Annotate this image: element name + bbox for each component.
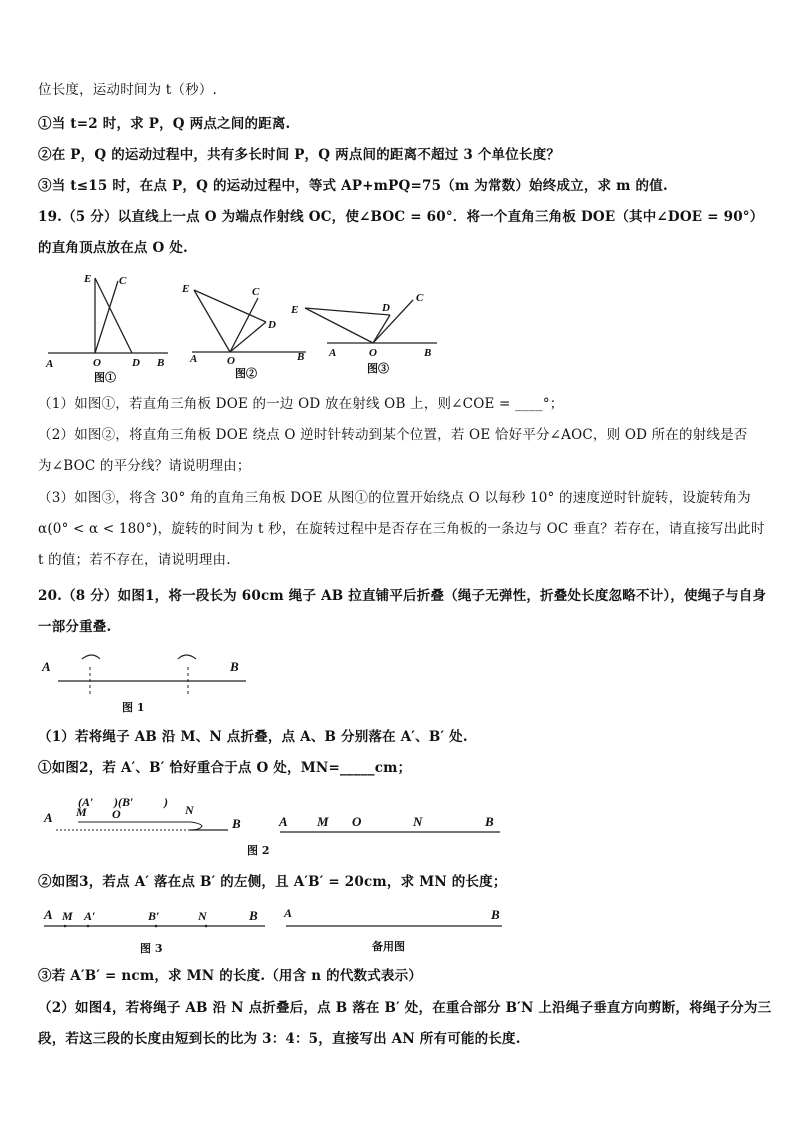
fig1-label-C: C: [119, 275, 127, 287]
fig2-caption: 图②: [235, 367, 257, 380]
q20-stem-line2: 一部分重叠.: [38, 619, 112, 635]
q19-sub3-line3: t 的值；若不存在，请说明理由.: [38, 552, 231, 568]
q20-figure-2-unfolded: [247, 808, 505, 863]
q20-fig2r-label-O: O: [352, 814, 362, 829]
q20-fig3-label-Aprime: A′: [84, 909, 96, 923]
fig1-label-B: B: [157, 357, 165, 369]
fig2-label-E: E: [182, 283, 190, 295]
q20-fig2l-label-Aprime: (A′: [78, 795, 94, 809]
q20-figure-2-folded: [40, 790, 255, 840]
q18-part3: ③当 t≤15 时，在点 P，Q 的运动过程中，等式 AP+mPQ=75（m 为常数）始终成立，求 m 的值.: [38, 178, 668, 194]
fig1-label-D: D: [132, 357, 140, 369]
q20-spare-figure: [280, 902, 510, 957]
q20-sub2-line1: （2）如图4，若将绳子 AB 沿 N 点折叠后，点 B 落在 B′ 处，在重合部分 B′N 上沿绳子垂直方向剪断，将绳子分为三: [38, 1000, 772, 1016]
q20-sub2-line2: 段，若这三段的长度由短到长的比为 3：4：5，直接写出 AN 所有可能的长度.: [38, 1031, 521, 1047]
fig3-label-E: E: [291, 304, 299, 316]
q20-spare-label-A: A: [284, 906, 293, 920]
q20-figure-3: [40, 902, 270, 957]
q19-stem-line2: 的直角顶点放在点 O 处.: [38, 240, 188, 256]
q20-sub1-part3: ③若 A′B′ = ncm，求 MN 的长度.（用含 n 的代数式表示）: [38, 968, 423, 984]
q20-fig2l-label-A: A: [44, 810, 53, 825]
q20-fig3-label-Bprime: B′: [148, 909, 160, 923]
q20-stem-line1: 20.（8 分）如图1，将一段长为 60cm 绳子 AB 拉直铺平后折叠（绳子无弹性，折叠处长度忽略不计），使绳子与自身: [38, 588, 767, 604]
q19-figure-3: [285, 285, 450, 385]
fig1-label-O: O: [93, 357, 101, 369]
q20-fig3-label-N: N: [198, 909, 207, 923]
q20-fig1-caption: 图 1: [122, 701, 145, 714]
fig1-label-A: A: [46, 358, 54, 370]
q20-fig2l-label-O: O: [112, 807, 121, 821]
q20-fig3-label-A: A: [44, 907, 53, 922]
q20-sub1-part2: ②如图3，若点 A′ 落在点 B′ 的左侧，且 A′B′ = 20cm，求 MN 的长度；: [38, 874, 507, 890]
q20-fig2r-label-M: M: [317, 814, 329, 829]
q19-sub3-line1: （3）如图③，将含 30° 角的直角三角板 DOE 从图①的位置开始绕点 O 以每秒 10° 的速度逆时针旋转，设旋转角为: [38, 490, 751, 506]
q19-sub1: （1）如图①，若直角三角板 DOE 的一边 OD 放在射线 OB 上，则∠COE = ____°；: [38, 396, 564, 412]
q20-fig2l-label-M: M: [76, 805, 87, 819]
fig1-label-E: E: [84, 273, 92, 285]
fig2-label-D: D: [268, 319, 276, 331]
fig3-label-C: C: [416, 292, 424, 304]
q20-fig2l-label-B: B: [232, 816, 241, 831]
q20-fig1-label-B: B: [230, 659, 239, 674]
q20-fig2l-label-Bprime: )(B′: [114, 795, 134, 809]
q20-fig2l-label-N: N: [185, 803, 194, 817]
fig2-label-O: O: [227, 355, 235, 367]
q19-sub3-line2: α(0° < α < 180°)，旋转的时间为 t 秒，在旋转过程中是否存在三角板的一条边与 OC 垂直？若存在，请直接写出此时: [38, 521, 765, 537]
q20-fig3-caption: 图 3: [140, 942, 163, 955]
q20-fig1-label-A: A: [42, 659, 51, 674]
q20-fig2-caption: 图 2: [247, 844, 270, 857]
q20-figure-1: [40, 645, 250, 715]
q20-fig3-label-B: B: [249, 908, 258, 923]
q20-fig2l-close-paren: ): [164, 795, 168, 809]
fig1-caption: 图①: [94, 371, 116, 384]
fig3-label-O: O: [369, 347, 377, 359]
fig2-label-C: C: [252, 286, 260, 298]
q20-spare-caption: 备用图: [372, 940, 405, 953]
q20-sub1: （1）若将绳子 AB 沿 M、N 点折叠，点 A、B 分别落在 A′、B′ 处.: [38, 729, 468, 745]
q19-sub2-line1: （2）如图②，将直角三角板 DOE 绕点 O 逆时针转动到某个位置，若 OE 恰好平分∠AOC，则 OD 所在的射线是否: [38, 427, 748, 443]
fig3-label-B: B: [424, 347, 432, 359]
q20-fig3-label-M: M: [62, 909, 73, 923]
q18-part2: ②在 P，Q 的运动过程中，共有多长时间 P，Q 两点间的距离不超过 3 个单位长度？: [38, 147, 561, 163]
fig3-label-A: A: [329, 347, 337, 359]
q19-sub2-line2: 为∠BOC 的平分线？请说明理由；: [38, 458, 251, 474]
fig2-label-A: A: [190, 353, 198, 365]
q20-fig2r-label-A: A: [279, 814, 288, 829]
q20-sub1-part1: ①如图2，若 A′、B′ 恰好重合于点 O 处，MN=_____cm；: [38, 760, 412, 776]
q20-spare-label-B: B: [491, 907, 500, 922]
fig2-label-B: B: [297, 351, 305, 363]
q18-line0: 位长度，运动时间为 t（秒）.: [38, 82, 218, 98]
q19-stem-line1: 19.（5 分）以直线上一点 O 为端点作射线 OC，使∠BOC = 60°．将一个直角三角板 DOE（其中∠DOE = 90°）: [38, 209, 764, 225]
q20-fig2r-label-B: B: [485, 814, 494, 829]
fig3-caption: 图③: [367, 362, 389, 375]
fig3-label-D: D: [382, 302, 390, 314]
q20-fig2r-label-N: N: [413, 814, 423, 829]
q19-figure-1: [40, 268, 175, 386]
q18-part1: ①当 t=2 时，求 P，Q 两点之间的距离.: [38, 116, 291, 132]
